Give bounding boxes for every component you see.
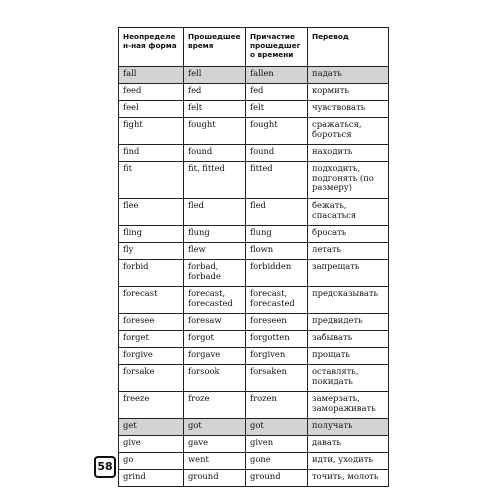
table-row bbox=[119, 260, 389, 287]
cell-participle: forecast, forecasted bbox=[246, 287, 308, 314]
cell-base: give bbox=[119, 436, 184, 453]
header-past-participle: Причастие прошедшего времени bbox=[246, 28, 308, 67]
cell-past: forgot bbox=[184, 331, 246, 348]
table-row bbox=[119, 436, 389, 453]
table-row bbox=[119, 348, 389, 365]
cell-past: ground bbox=[184, 470, 246, 487]
cell-translation: идти, уходить bbox=[308, 453, 389, 470]
table-row bbox=[119, 162, 389, 199]
cell-translation: бежать, спасаться bbox=[308, 199, 389, 226]
table-row bbox=[119, 118, 389, 145]
cell-participle: fought bbox=[246, 118, 308, 145]
cell-past: went bbox=[184, 453, 246, 470]
cell-base: get bbox=[119, 419, 184, 436]
cell-base: forget bbox=[119, 331, 184, 348]
cell-participle: ground bbox=[246, 470, 308, 487]
cell-translation: сражаться, бороться bbox=[308, 118, 389, 145]
cell-past: flung bbox=[184, 226, 246, 243]
table-row bbox=[119, 419, 389, 436]
cell-past: found bbox=[184, 145, 246, 162]
cell-translation: кормить bbox=[308, 84, 389, 101]
cell-past: fit, fitted bbox=[184, 162, 246, 199]
cell-translation: оставлять, покидать bbox=[308, 365, 389, 392]
cell-base: fall bbox=[119, 67, 184, 84]
cell-participle: fallen bbox=[246, 67, 308, 84]
cell-translation: забывать bbox=[308, 331, 389, 348]
cell-participle: fled bbox=[246, 199, 308, 226]
cell-participle: gone bbox=[246, 453, 308, 470]
cell-participle: forsaken bbox=[246, 365, 308, 392]
cell-translation: бросать bbox=[308, 226, 389, 243]
cell-base: forgive bbox=[119, 348, 184, 365]
irregular-verbs-table bbox=[118, 27, 389, 487]
cell-translation: давать bbox=[308, 436, 389, 453]
table-row bbox=[119, 199, 389, 226]
cell-translation: точить, молоть bbox=[308, 470, 389, 487]
cell-past: fell bbox=[184, 67, 246, 84]
page-number: 58 bbox=[94, 456, 116, 478]
table-row bbox=[119, 314, 389, 331]
cell-translation: предвидеть bbox=[308, 314, 389, 331]
cell-participle: forgiven bbox=[246, 348, 308, 365]
cell-past: froze bbox=[184, 392, 246, 419]
cell-past: fled bbox=[184, 199, 246, 226]
cell-participle: fitted bbox=[246, 162, 308, 199]
table-row bbox=[119, 365, 389, 392]
cell-past: foresaw bbox=[184, 314, 246, 331]
cell-past: got bbox=[184, 419, 246, 436]
cell-translation: подходить, подгонять (по размеру) bbox=[308, 162, 389, 199]
cell-base: go bbox=[119, 453, 184, 470]
header-past-tense: Прошедшее время bbox=[184, 28, 246, 67]
table-row bbox=[119, 453, 389, 470]
header-base-form: Неопределен-ная форма bbox=[119, 28, 184, 67]
cell-participle: fed bbox=[246, 84, 308, 101]
cell-base: freeze bbox=[119, 392, 184, 419]
cell-past: forecast, forecasted bbox=[184, 287, 246, 314]
table-row bbox=[119, 101, 389, 118]
cell-base: forbid bbox=[119, 260, 184, 287]
table-row bbox=[119, 67, 389, 84]
cell-past: fought bbox=[184, 118, 246, 145]
cell-base: fly bbox=[119, 243, 184, 260]
table-row bbox=[119, 392, 389, 419]
cell-base: forsake bbox=[119, 365, 184, 392]
cell-translation: прощать bbox=[308, 348, 389, 365]
header-translation: Перевод bbox=[308, 28, 389, 67]
cell-base: foresee bbox=[119, 314, 184, 331]
cell-past: felt bbox=[184, 101, 246, 118]
cell-participle: found bbox=[246, 145, 308, 162]
table-row bbox=[119, 84, 389, 101]
cell-base: feel bbox=[119, 101, 184, 118]
cell-past: flew bbox=[184, 243, 246, 260]
cell-base: flee bbox=[119, 199, 184, 226]
cell-translation: падать bbox=[308, 67, 389, 84]
cell-participle: flung bbox=[246, 226, 308, 243]
cell-past: forgave bbox=[184, 348, 246, 365]
cell-base: fight bbox=[119, 118, 184, 145]
table-row bbox=[119, 331, 389, 348]
cell-participle: forgotten bbox=[246, 331, 308, 348]
cell-base: find bbox=[119, 145, 184, 162]
cell-translation: запрещать bbox=[308, 260, 389, 287]
cell-base: forecast bbox=[119, 287, 184, 314]
cell-past: forsook bbox=[184, 365, 246, 392]
cell-base: fling bbox=[119, 226, 184, 243]
cell-base: fit bbox=[119, 162, 184, 199]
cell-participle: frozen bbox=[246, 392, 308, 419]
cell-translation: летать bbox=[308, 243, 389, 260]
cell-participle: got bbox=[246, 419, 308, 436]
table-row bbox=[119, 287, 389, 314]
cell-translation: чувствовать bbox=[308, 101, 389, 118]
table-row bbox=[119, 226, 389, 243]
cell-translation: замерзать, замораживать bbox=[308, 392, 389, 419]
cell-translation: находить bbox=[308, 145, 389, 162]
cell-base: grind bbox=[119, 470, 184, 487]
table-row bbox=[119, 243, 389, 260]
header-row bbox=[119, 28, 389, 67]
cell-participle: felt bbox=[246, 101, 308, 118]
cell-past: fed bbox=[184, 84, 246, 101]
cell-past: forbad, forbade bbox=[184, 260, 246, 287]
cell-base: feed bbox=[119, 84, 184, 101]
cell-participle: given bbox=[246, 436, 308, 453]
cell-participle: foreseen bbox=[246, 314, 308, 331]
cell-translation: получать bbox=[308, 419, 389, 436]
table-row bbox=[119, 470, 389, 487]
cell-past: gave bbox=[184, 436, 246, 453]
table-row bbox=[119, 145, 389, 162]
cell-translation: предсказывать bbox=[308, 287, 389, 314]
cell-participle: forbidden bbox=[246, 260, 308, 287]
cell-participle: flown bbox=[246, 243, 308, 260]
